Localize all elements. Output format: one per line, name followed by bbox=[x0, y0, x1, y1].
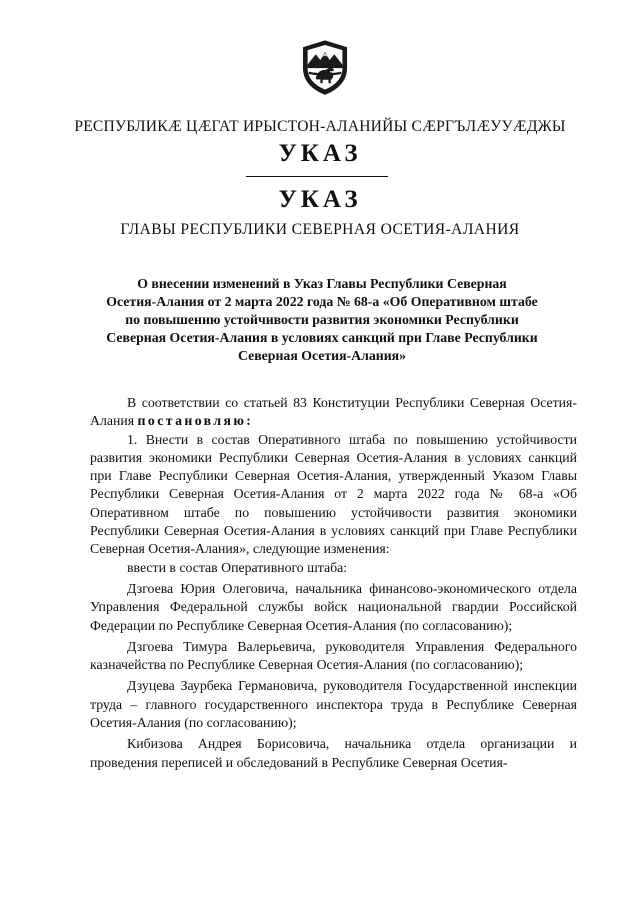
member-paragraph: Кибизова Андрея Борисовича, начальника отдела организации и проведения переписей и обследований в Республике Северная Осетия- bbox=[90, 736, 577, 770]
subject-line: Северная Осетия-Алания в условиях санкций при Главе Республики bbox=[106, 330, 538, 345]
russian-authority-title: ГЛАВЫ РЕСПУБЛИКИ СЕВЕРНАЯ ОСЕТИЯ-АЛАНИЯ bbox=[120, 221, 520, 238]
coat-of-arms-north-ossetia-icon bbox=[296, 38, 354, 96]
ossetian-authority-title: РЕСПУБЛИКӔ ЦӔГАТ ИРЫСТОН-АЛАНИЙЫ СӔРГЪЛӔУУӔДЖЫ bbox=[74, 118, 566, 135]
decree-subject bbox=[100, 275, 544, 365]
subject-line: Осетия-Алания от 2 марта 2022 года № 68-а «Об Оперативном штабе bbox=[106, 294, 538, 309]
decree-heading-russian: УКАЗ bbox=[278, 186, 362, 213]
item-paragraph: 1. Внести в состав Оперативного штаба по повышению устойчивости развития экономики Республики Северная Осетия-Алания в условиях санкций при Главе Республики Северная Осетия-Алания, утвержденный Указом Главы Республики Северная Осетия-Алания от 2 марта 2022 года № 68-а «Об Оперативном штабе по повышению устойчивости развития экономики Республики Северная Осетия-Алания в условиях санкций при Главе Республики Северная Осетия-Алания», следующие изменения: bbox=[90, 431, 577, 557]
subject-line: О внесении изменений в Указ Главы Республики Северная bbox=[137, 276, 507, 291]
subject-line: Северная Осетия-Алания» bbox=[237, 348, 407, 363]
member-paragraph: Дзуцева Заурбека Германовича, руководителя Государственной инспекции труда – главного государственного инспектора труда в Республике Северная Осетия-Алания (по согласованию); bbox=[90, 678, 577, 731]
introduce-paragraph: ввести в состав Оперативного штаба: bbox=[127, 559, 348, 575]
decree-body bbox=[90, 394, 577, 772]
decree-word: постановляю bbox=[137, 413, 247, 429]
decree-colon: : bbox=[246, 413, 251, 429]
preamble-text: В соответствии со статьей 83 Конституции Республики Северная Осетия-Алания bbox=[90, 395, 577, 429]
subject-line: по повышению устойчивости развития экономики Республики bbox=[125, 312, 519, 327]
member-paragraph: Дзгоева Юрия Олеговича, начальника финансово-экономического отдела Управления Федеральной службы войск национальной гвардии Российской Федерации по Республике Северная Осетия-Алания (по согласованию); bbox=[90, 580, 577, 633]
header-divider bbox=[246, 176, 388, 177]
member-paragraph: Дзгоева Тимура Валерьевича, руководителя Управления Федерального казначейства по Республике Северная Осетия-Алания (по согласованию); bbox=[90, 638, 577, 673]
preamble-paragraph bbox=[90, 394, 577, 431]
decree-heading-ossetian: УКАЗ bbox=[278, 140, 362, 167]
